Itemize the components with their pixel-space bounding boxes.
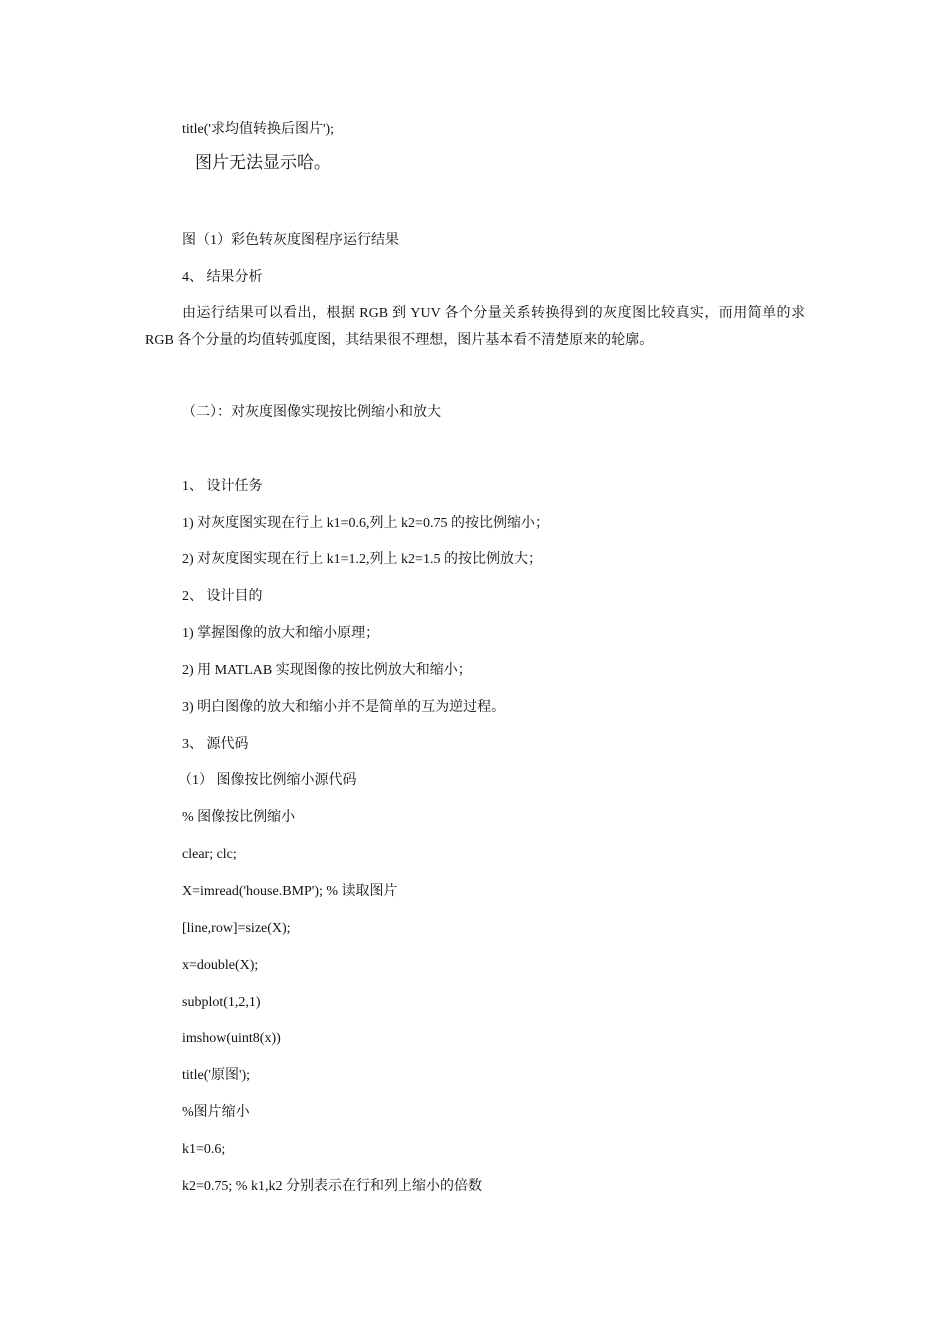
section-heading-design-goal: 2、 设计目的 xyxy=(182,589,263,604)
code-line-k1: k1=0.6; xyxy=(182,1142,226,1157)
code-comment-shrink: % 图像按比例缩小 xyxy=(182,810,296,825)
task-item-enlarge: 2) 对灰度图实现在行上 k1=1.2,列上 k2=1.5 的按比例放大； xyxy=(182,552,542,567)
goal-item-2: 2) 用 MATLAB 实现图像的按比例放大和缩小； xyxy=(182,663,472,678)
code-comment-shrink-image: %图片缩小 xyxy=(182,1105,250,1120)
code-line-subplot: subplot(1,2,1) xyxy=(182,995,261,1010)
code-line-title-original: title('原图'); xyxy=(182,1068,251,1083)
analysis-paragraph: 由运行结果可以看出，根据 RGB 到 YUV 各个分量关系转换得到的灰度图比较真实，而用简单的求 RGB 各个分量的均值转弧度图，其结果很不理想，图片基本看不清楚原来的轮廓。 xyxy=(145,306,805,348)
part-two-heading: （二）：对灰度图像实现按比例缩小和放大 xyxy=(182,405,441,420)
image-missing-note: 图片无法显示哈。 xyxy=(195,153,331,172)
figure-caption: 图（1）彩色转灰度图程序运行结果 xyxy=(182,233,399,248)
task-item-shrink: 1) 对灰度图实现在行上 k1=0.6,列上 k2=0.75 的按比例缩小； xyxy=(182,516,549,531)
code-line-title-mean: title('求均值转换后图片'); xyxy=(182,122,335,137)
code-line-k2: k2=0.75; % k1,k2 分别表示在行和列上缩小的倍数 xyxy=(182,1179,482,1194)
goal-item-1: 1) 掌握图像的放大和缩小原理； xyxy=(182,626,380,641)
section-heading-result-analysis: 4、 结果分析 xyxy=(182,270,263,285)
code-line-double: x=double(X); xyxy=(182,958,259,973)
subsection-heading-shrink-code: （1） 图像按比例缩小源代码 xyxy=(178,773,357,788)
code-line-clear: clear; clc; xyxy=(182,847,237,862)
code-line-size: [line,row]=size(X); xyxy=(182,921,291,936)
section-heading-source-code: 3、 源代码 xyxy=(182,737,249,752)
code-line-imread: X=imread('house.BMP'); % 读取图片 xyxy=(182,884,398,899)
code-line-imshow: imshow(uint8(x)) xyxy=(182,1031,281,1046)
goal-item-3: 3) 明白图像的放大和缩小并不是简单的互为逆过程。 xyxy=(182,700,506,715)
section-heading-design-task: 1、 设计任务 xyxy=(182,479,263,494)
